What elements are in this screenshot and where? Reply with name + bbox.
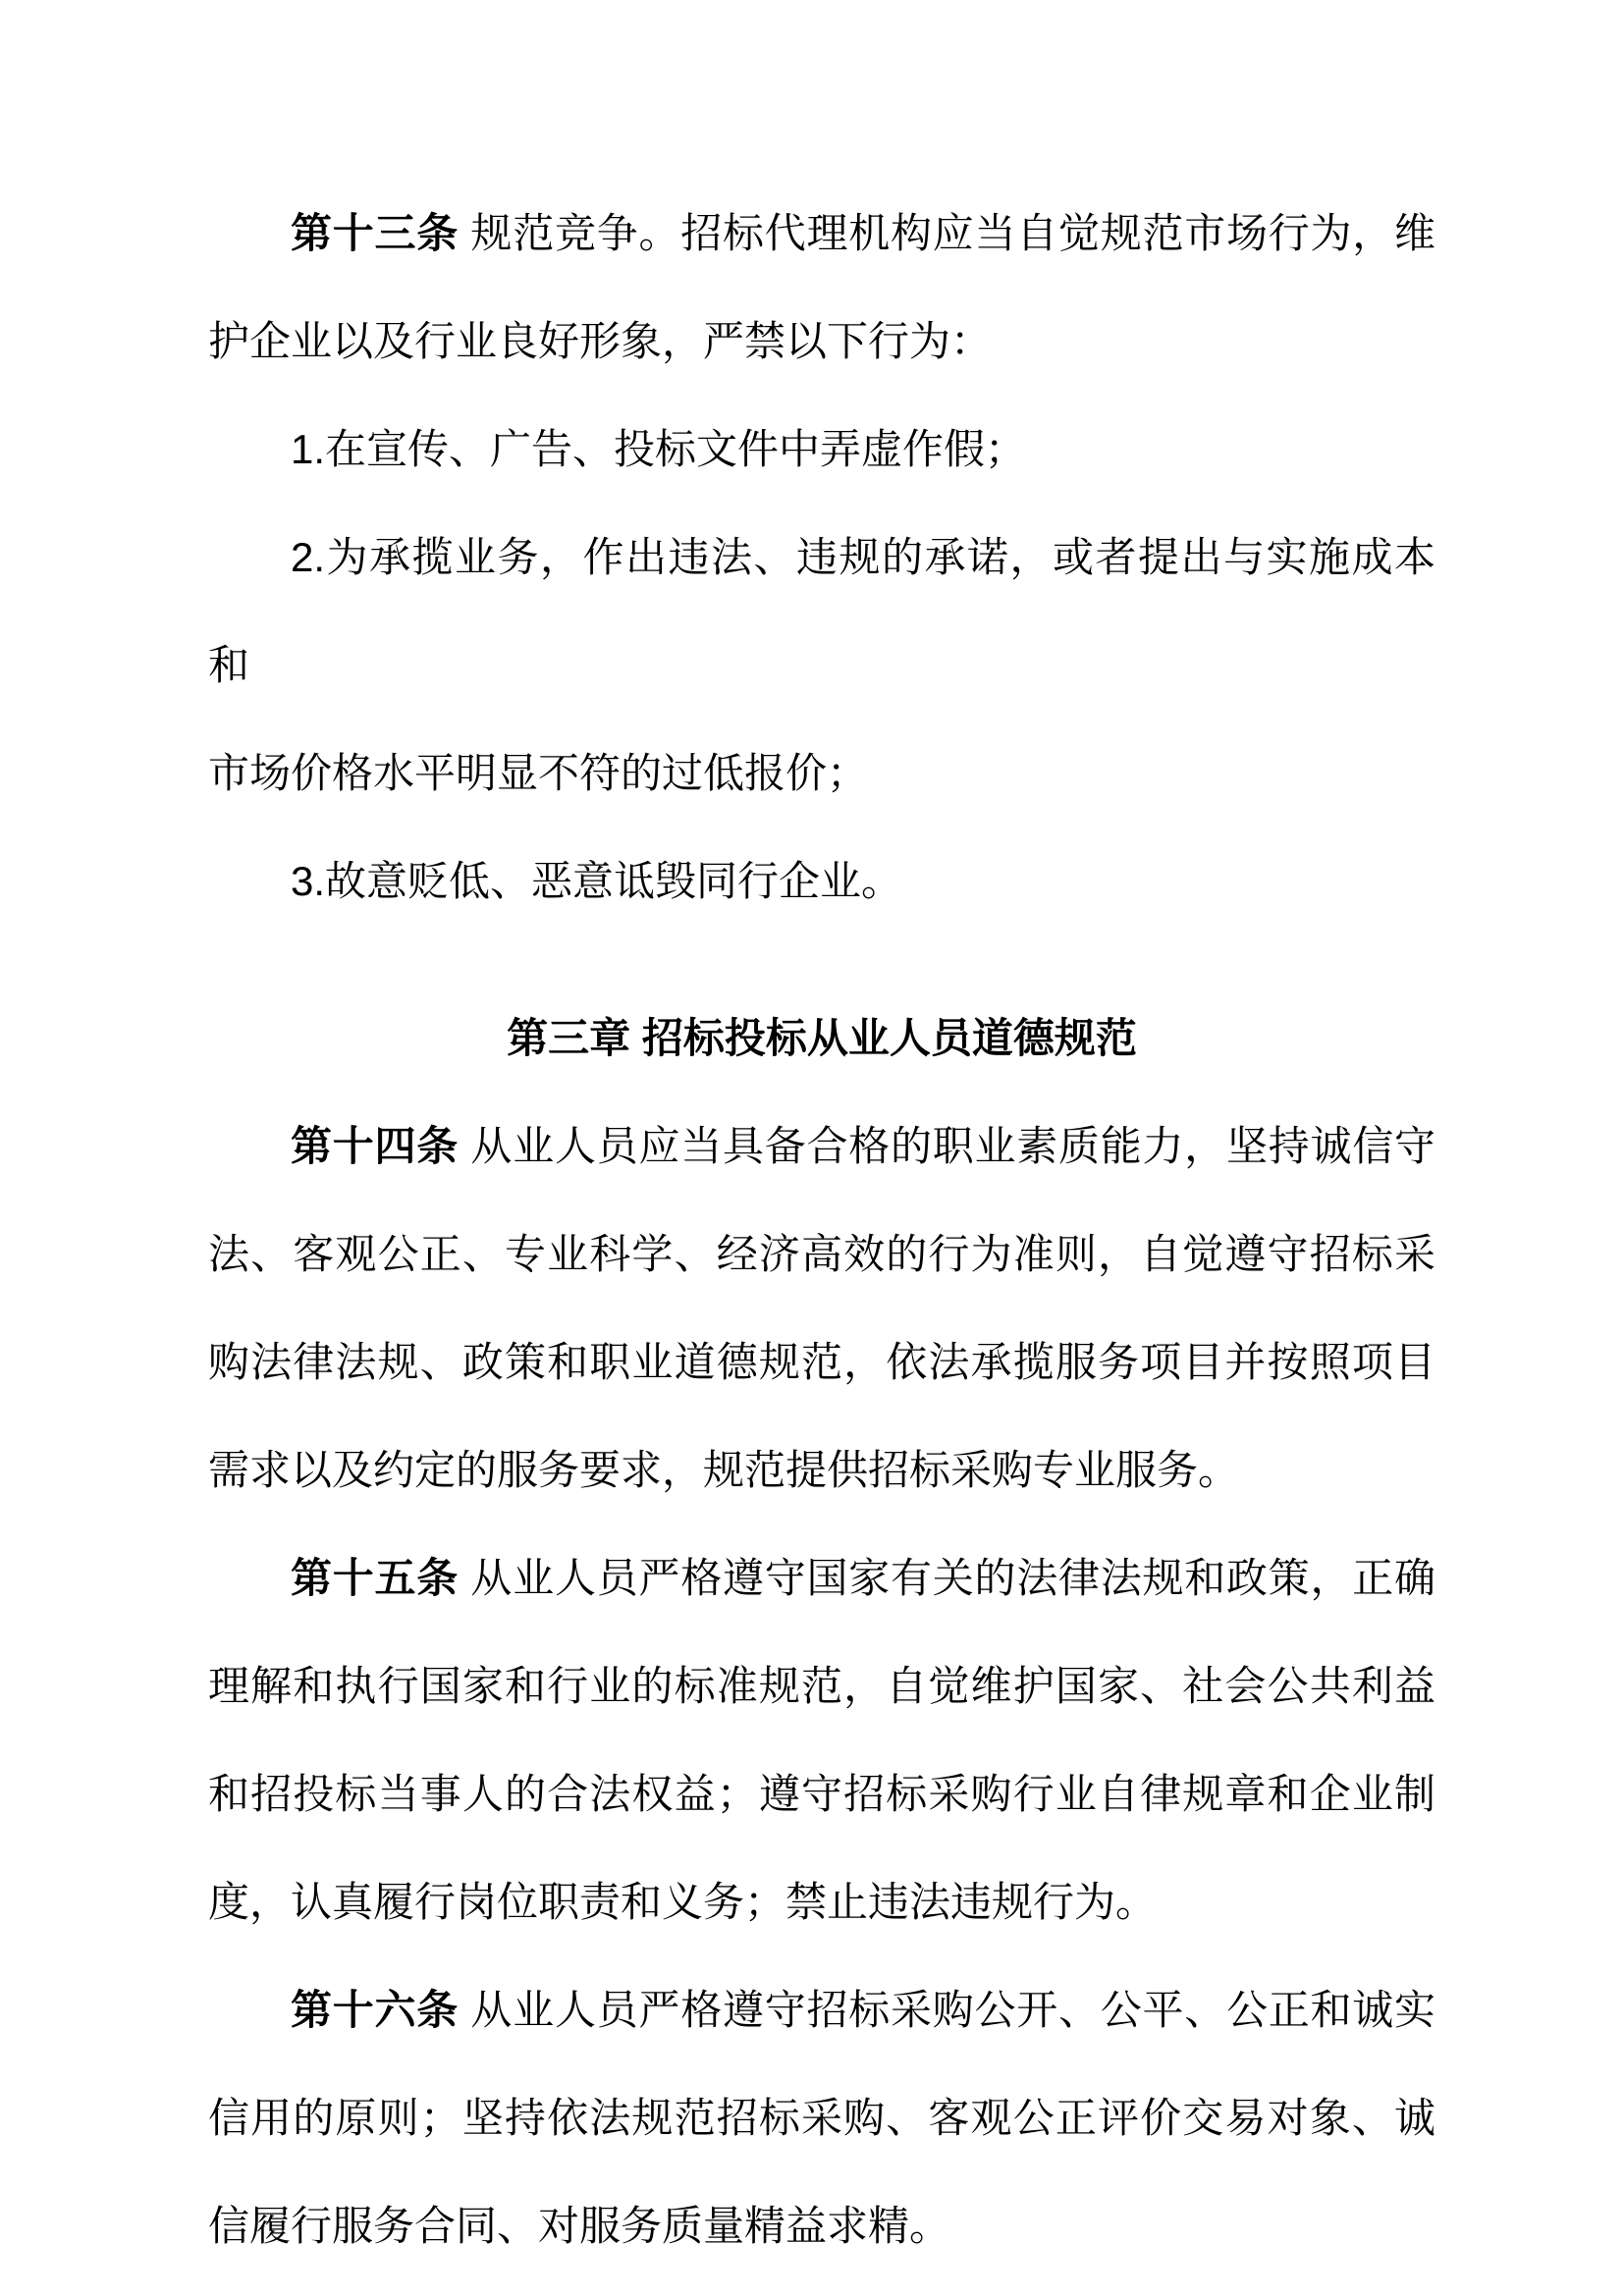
chapter-heading-text: 第三章 招标投标从业人员道德规范 <box>507 1015 1137 1061</box>
text-line <box>208 1848 1435 1956</box>
line-text: 1.在宣传、广告、投标文件中弄虚作假； <box>291 426 1027 472</box>
line-text: 2.为承揽业务，作出违法、违规的承诺，或者提出与实施成本和 <box>208 534 1435 688</box>
text-line <box>208 2172 1435 2280</box>
line-text: 法、客观公正、专业科学、经济高效的行为准则，自觉遵守招标采 <box>208 1231 1435 1277</box>
line-text: 度，认真履行岗位职责和义务；禁止违法违规行为。 <box>208 1879 1158 1925</box>
text-line <box>208 1308 1435 1416</box>
line-text: 信履行服务合同、对服务质量精益求精。 <box>208 2203 951 2249</box>
text-line <box>208 1093 1435 1201</box>
text-line <box>208 720 1435 828</box>
paragraph-article-13 <box>208 180 1435 396</box>
line-text: 护企业以及行业良好形象，严禁以下行为： <box>208 318 993 364</box>
paragraph-article-14 <box>208 1093 1435 1524</box>
paragraph-item-1 <box>208 396 1435 504</box>
line-text: 3.故意贬低、恶意诋毁同行企业。 <box>291 858 903 904</box>
paragraph-article-15 <box>208 1524 1435 1956</box>
line-text: 和招投标当事人的合法权益；遵守招标采购行业自律规章和企业制 <box>208 1771 1435 1817</box>
line-text: 购法律法规、政策和职业道德规范，依法承揽服务项目并按照项目 <box>208 1339 1435 1385</box>
line-text: 规范竞争。招标代理机构应当自觉规范市场行为，维 <box>459 210 1435 256</box>
line-text: 市场价格水平明显不符的过低报价； <box>208 750 869 796</box>
text-line <box>208 180 1435 288</box>
text-line <box>208 1524 1435 1632</box>
article-number: 第十六条 <box>291 1987 460 2033</box>
chapter-heading <box>208 985 1435 1093</box>
line-text: 从业人员应当具备合格的职业素质能力，坚持诚信守 <box>459 1123 1435 1169</box>
line-text: 需求以及约定的服务要求，规范提供招标采购专业服务。 <box>208 1447 1240 1493</box>
line-text: 从业人员严格遵守国家有关的法律法规和政策，正确 <box>459 1555 1435 1601</box>
paragraph-item-2 <box>208 504 1435 828</box>
text-line <box>208 396 1435 504</box>
text-line <box>208 1416 1435 1524</box>
text-line <box>208 2064 1435 2172</box>
paragraph-article-16 <box>208 1956 1435 2280</box>
text-line <box>208 1740 1435 1848</box>
article-number: 第十五条 <box>291 1555 460 1601</box>
article-number: 第十三条 <box>291 210 460 256</box>
text-line <box>208 1632 1435 1740</box>
line-text: 信用的原则；坚持依法规范招标采购、客观公正评价交易对象、诚 <box>208 2095 1435 2141</box>
text-line <box>208 1201 1435 1308</box>
paragraph-item-3 <box>208 828 1435 935</box>
article-number: 第十四条 <box>291 1123 460 1169</box>
text-line <box>208 288 1435 396</box>
text-line <box>208 828 1435 935</box>
chapter-heading-line <box>208 985 1435 1093</box>
text-line <box>208 1956 1435 2064</box>
text-line <box>208 504 1435 720</box>
document-body <box>208 180 1435 2280</box>
line-text: 从业人员严格遵守招标采购公开、公平、公正和诚实 <box>459 1987 1435 2033</box>
line-text: 理解和执行国家和行业的标准规范，自觉维护国家、社会公共利益 <box>208 1663 1435 1709</box>
